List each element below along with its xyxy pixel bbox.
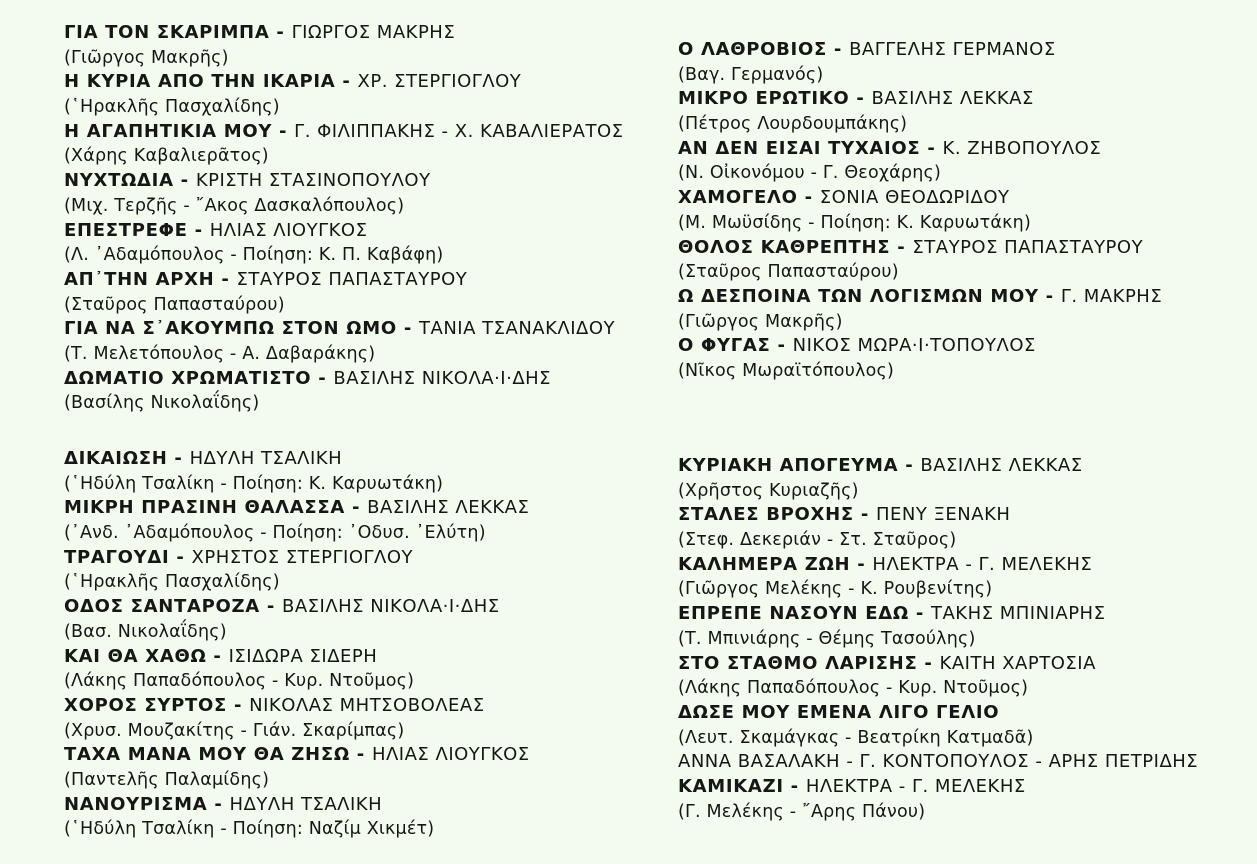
track-credits: (Τ. Μπινιάρης - Θέμης Τασούλης) bbox=[678, 628, 976, 649]
track-credits-line bbox=[678, 479, 1198, 504]
track-credits-line bbox=[678, 359, 1162, 384]
track-credits: (Σταῦρος Παπασταύρου) bbox=[678, 262, 899, 283]
track-title-line bbox=[678, 236, 1162, 261]
track-credits-line bbox=[64, 342, 624, 367]
track-title: ΣΤΑΛΕΣ ΒΡΟΧΗΣ bbox=[678, 504, 854, 526]
track-title: ΚΑΙ ΘΑ ΧΑΘΩ bbox=[64, 645, 207, 667]
track-title: Ω ΔΕΣΠΟΙΝΑ ΤΩΝ ΛΟΓΙΣΜΩΝ ΜΟΥ bbox=[678, 285, 1039, 307]
track-entry bbox=[678, 87, 1162, 136]
track-artist: Γ. ΜΑΚΡΗΣ bbox=[1060, 285, 1163, 307]
track-entry bbox=[64, 268, 624, 317]
title-artist-separator: - bbox=[917, 652, 940, 674]
track-title-line bbox=[64, 120, 624, 145]
track-title: ΚΥΡΙΑΚΗ ΑΠΟΓΕΥΜΑ bbox=[678, 455, 899, 476]
track-credits-line bbox=[64, 521, 530, 546]
track-title-line bbox=[678, 137, 1162, 162]
track-entry bbox=[678, 454, 1198, 503]
title-artist-separator: - bbox=[169, 546, 192, 568]
track-artist: ΒΑΓΓΕΛΗΣ ΓΕΡΜΑΝΟΣ bbox=[849, 39, 1056, 60]
track-credits: (῾Ηρακλῆς Πασχαλίδης) bbox=[64, 572, 280, 593]
title-artist-separator: - bbox=[853, 504, 876, 526]
track-title-line bbox=[64, 694, 530, 719]
track-title-line bbox=[64, 645, 530, 670]
track-title: ΕΠΡΕΠΕ ΝΑΣΟΥΝ ΕΔΩ bbox=[678, 603, 909, 625]
track-entry bbox=[678, 236, 1162, 285]
track-credits-line bbox=[64, 719, 530, 744]
track-title: ΕΠΕΣΤΡΕΦΕ bbox=[64, 219, 188, 241]
track-title-line bbox=[678, 652, 1198, 677]
track-entry bbox=[64, 595, 530, 644]
track-credits-line bbox=[64, 194, 624, 219]
title-artist-separator: - bbox=[173, 170, 196, 192]
track-title-line bbox=[64, 219, 624, 244]
track-extra-line bbox=[678, 750, 1198, 775]
track-credits-line bbox=[678, 310, 1162, 335]
track-artist: ΒΑΣΙΛΗΣ ΝΙΚΟΛΑ·Ι·ΔΗΣ bbox=[281, 596, 500, 618]
title-artist-separator: - bbox=[850, 553, 873, 575]
track-artist: ΗΔΥΛΗ ΤΣΑΛΙΚΗ bbox=[189, 448, 343, 469]
track-credits-line bbox=[678, 63, 1162, 88]
track-credits-line bbox=[64, 46, 624, 71]
track-credits: (Νῖκος Μωραϊτόπουλος) bbox=[678, 360, 894, 381]
track-title-line bbox=[678, 285, 1162, 310]
track-entry bbox=[64, 743, 530, 792]
track-title-line bbox=[64, 743, 530, 768]
track-artist: ΒΑΣΙΛΗΣ ΛΕΚΚΑΣ bbox=[920, 455, 1083, 476]
track-entry bbox=[678, 503, 1198, 552]
track-title-line bbox=[64, 447, 530, 472]
track-title-line bbox=[64, 21, 624, 46]
track-title-line bbox=[64, 546, 530, 571]
track-credits-line bbox=[678, 211, 1162, 236]
title-artist-separator: - bbox=[396, 318, 420, 340]
title-artist-separator: - bbox=[349, 744, 372, 766]
track-credits: (Σταῦρος Παπασταύρου) bbox=[64, 294, 285, 315]
track-credits: (Στεφ. Δεκεριάν - Στ. Σταῦρος) bbox=[678, 530, 957, 551]
track-entry bbox=[64, 169, 624, 218]
track-title: ΜΙΚΡΗ ΠΡΑΣΙΝΗ ΘΑΛΑΣΣΑ bbox=[64, 497, 345, 519]
track-title-line bbox=[64, 595, 530, 620]
track-credits-line bbox=[678, 577, 1198, 602]
track-title: ΚΑΜΙΚΑΖΙ bbox=[678, 775, 784, 797]
track-artist: ΗΔΥΛΗ ΤΣΑΛΙΚΗ bbox=[229, 793, 383, 815]
track-title-line bbox=[678, 553, 1198, 578]
track-entry bbox=[64, 645, 530, 694]
track-title: ΓΙΑ ΤΟΝ ΣΚΑΡΙΜΠΑ bbox=[64, 22, 270, 43]
track-credits-line bbox=[678, 112, 1162, 137]
track-entry bbox=[678, 137, 1162, 186]
track-credits: (῾Ηδύλη Τσαλίκη - Ποίηση: Κ. Καρυωτάκη) bbox=[64, 473, 444, 494]
title-artist-separator: - bbox=[335, 71, 358, 93]
track-artist: ΝΙΚΟΛΑΣ ΜΗΤΣΟΒΟΛΕΑΣ bbox=[249, 694, 485, 716]
track-artist: ΠΕΝΥ ΞΕΝΑΚΗ bbox=[875, 504, 1011, 526]
track-credits: (Παντελῆς Παλαμίδης) bbox=[64, 769, 270, 790]
track-title: Η ΑΓΑΠΗΤΙΚΙΑ ΜΟΥ bbox=[64, 120, 273, 142]
track-artist: Κ. ΖΗΒΟΠΟΥΛΟΣ bbox=[942, 137, 1102, 159]
tracklist-block-top-left bbox=[64, 21, 624, 416]
track-title-line bbox=[678, 38, 1162, 63]
track-credits: (Χάρης Καβαλιερᾶτος) bbox=[64, 146, 269, 167]
track-title: ΧΑΜΟΓΕΛΟ bbox=[678, 187, 798, 209]
track-credits-line bbox=[678, 627, 1198, 652]
track-artist: ΒΑΣΙΛΗΣ ΝΙΚΟΛΑ·Ι·ΔΗΣ bbox=[333, 367, 552, 389]
track-title-line bbox=[64, 268, 624, 293]
track-title: ΚΑΛΗΜΕΡΑ ΖΩΗ bbox=[678, 553, 851, 575]
track-credits-line bbox=[64, 817, 530, 842]
track-title-line bbox=[678, 701, 1198, 726]
track-entry bbox=[64, 70, 624, 119]
track-title-line bbox=[678, 186, 1162, 211]
track-title-line bbox=[678, 454, 1198, 479]
title-artist-separator: - bbox=[797, 187, 820, 209]
title-artist-separator: - bbox=[206, 645, 229, 667]
track-entry bbox=[64, 21, 624, 70]
track-credits-line bbox=[678, 161, 1162, 186]
track-title: ΘΟΛΟΣ ΚΑΘΡΕΠΤΗΣ bbox=[678, 236, 891, 258]
track-title-line bbox=[678, 503, 1198, 528]
track-artist: ΧΡ. ΣΤΕΡΓΙΟΓΛΟΥ bbox=[357, 71, 522, 93]
track-title: Ο ΦΥΓΑΣ bbox=[678, 335, 771, 357]
title-artist-separator: - bbox=[908, 603, 931, 625]
track-title: ΔΙΚΑΙΩΣΗ bbox=[64, 448, 168, 469]
track-title: ΣΤΟ ΣΤΑΘΜΟ ΛΑΡΙΣΗΣ bbox=[678, 652, 918, 674]
track-artist: ΒΑΣΙΛΗΣ ΛΕΚΚΑΣ bbox=[367, 497, 530, 519]
title-artist-separator: - bbox=[227, 694, 250, 716]
track-artist: ΤΑΚΗΣ ΜΠΙΝΙΑΡΗΣ bbox=[930, 603, 1106, 625]
track-credits-line bbox=[64, 768, 530, 793]
track-credits: (Λ. ᾽Αδαμόπουλος - Ποίηση: Κ. Π. Καβάφη) bbox=[64, 245, 444, 266]
track-title: ΜΙΚΡΟ ΕΡΩΤΙΚΟ bbox=[678, 88, 850, 110]
track-entry bbox=[678, 775, 1198, 824]
track-entry bbox=[678, 602, 1198, 651]
track-artist: ΚΑΙΤΗ ΧΑΡΤΟΣΙΑ bbox=[939, 652, 1096, 674]
track-extra-artists: ΑΝΝΑ ΒΑΣΑΛΑΚΗ - Γ. ΚΟΝΤΟΠΟΥΛΟΣ - ΑΡΗΣ ΠΕΤΡΙΔΗΣ bbox=[678, 751, 1199, 773]
track-credits: (Τ. Μελετόπουλος - Α. Δαβαράκης) bbox=[64, 343, 376, 364]
title-artist-separator: - bbox=[259, 596, 282, 618]
track-credits-line bbox=[678, 726, 1198, 751]
track-credits: (Λευτ. Σκαμάγκας - Βεατρίκη Κατμαδᾶ) bbox=[678, 727, 1034, 748]
title-artist-separator: - bbox=[187, 219, 210, 241]
tracklist-block-bottom-left bbox=[64, 447, 530, 842]
track-credits-line bbox=[678, 800, 1198, 825]
track-credits: (Γιῶργος Μακρῆς) bbox=[678, 311, 843, 332]
track-artist: ΚΡΙΣΤΗ ΣΤΑΣΙΝΟΠΟΥΛΟΥ bbox=[195, 170, 431, 192]
track-credits: (Βαγ. Γερμανός) bbox=[678, 64, 824, 85]
track-title-line bbox=[678, 334, 1162, 359]
title-artist-separator: - bbox=[269, 22, 292, 43]
track-credits-line bbox=[64, 620, 530, 645]
track-entry bbox=[678, 553, 1198, 602]
track-title-line bbox=[678, 775, 1198, 800]
track-credits: (Βασίλης Νικολαΐδης) bbox=[64, 393, 260, 414]
track-title: ΝΑΝΟΥΡΙΣΜΑ bbox=[64, 793, 208, 815]
track-entry bbox=[64, 120, 624, 169]
track-artist: ΤΑΝΙΑ ΤΣΑΝΑΚΛΙΔΟΥ bbox=[419, 318, 615, 340]
title-artist-separator: - bbox=[272, 120, 295, 142]
track-credits: (Λάκης Παπαδόπουλος - Κυρ. Ντοῦμος) bbox=[678, 678, 1029, 699]
track-title: ΔΩΜΑΤΙΟ ΧΡΩΜΑΤΙΣΤΟ bbox=[64, 367, 312, 389]
title-artist-separator: - bbox=[344, 497, 368, 519]
track-title-line bbox=[678, 87, 1162, 112]
track-title: ΓΙΑ ΝΑ Σ᾽ΑΚΟΥΜΠΩ ΣΤΟΝ ΩΜΟ bbox=[64, 318, 397, 340]
track-entry bbox=[678, 334, 1162, 383]
track-artist: ΒΑΣΙΛΗΣ ΛΕΚΚΑΣ bbox=[871, 88, 1034, 110]
track-credits-line bbox=[678, 260, 1162, 285]
title-artist-separator: - bbox=[849, 88, 872, 110]
track-artist: ΗΛΙΑΣ ΛΙΟΥΓΚΟΣ bbox=[371, 744, 530, 766]
track-title: Η ΚΥΡΙΑ ΑΠΟ ΤΗΝ ΙΚΑΡΙΑ bbox=[64, 71, 336, 93]
track-title-line bbox=[64, 169, 624, 194]
title-artist-separator: - bbox=[311, 367, 334, 389]
track-title: ΧΟΡΟΣ ΣΥΡΤΟΣ bbox=[64, 694, 228, 716]
tracklist-block-top-right bbox=[678, 38, 1162, 384]
track-entry bbox=[64, 367, 624, 416]
title-artist-separator: - bbox=[826, 39, 850, 60]
track-credits: (Μιχ. Τερζῆς - ῎Ακος Δασκαλόπουλος) bbox=[64, 195, 405, 216]
track-title-line bbox=[64, 496, 530, 521]
track-entry bbox=[64, 694, 530, 743]
track-credits: (Χρῆστος Κυριαζῆς) bbox=[678, 480, 859, 501]
track-artist: ΝΙΚΟΣ ΜΩΡΑ·Ι·ΤΟΠΟΥΛΟΣ bbox=[792, 335, 1036, 357]
track-credits: (Πέτρος Λουρδουμπάκης) bbox=[678, 114, 908, 135]
track-title-line bbox=[64, 793, 530, 818]
track-entry bbox=[678, 652, 1198, 701]
track-title: ΔΩΣΕ ΜΟΥ ΕΜΕΝΑ ΛΙΓΟ ΓΕΛΙΟ bbox=[678, 701, 1000, 723]
track-credits-line bbox=[64, 391, 624, 416]
track-credits: (Ν. Οἰκονόμου - Γ. Θεοχάρης) bbox=[678, 163, 942, 184]
track-title: ΟΔΟΣ ΣΑΝΤΑΡΟΖΑ bbox=[64, 596, 260, 618]
track-credits-line bbox=[64, 570, 530, 595]
track-entry bbox=[678, 38, 1162, 87]
track-title: Ο ΛΑΘΡΟΒΙΟΣ bbox=[678, 39, 827, 60]
title-artist-separator: - bbox=[890, 236, 913, 258]
title-artist-separator: - bbox=[167, 448, 190, 469]
track-artist: ΧΡΗΣΤΟΣ ΣΤΕΡΓΙΟΓΛΟΥ bbox=[191, 546, 414, 568]
title-artist-separator: - bbox=[1038, 285, 1061, 307]
track-artist: ΙΣΙΔΩΡΑ ΣΙΔΕΡΗ bbox=[228, 645, 378, 667]
track-entry bbox=[64, 447, 530, 496]
track-artist: ΣΤΑΥΡΟΣ ΠΑΠΑΣΤΑΥΡΟΥ bbox=[236, 268, 468, 290]
title-artist-separator: - bbox=[920, 137, 943, 159]
track-credits-line bbox=[64, 472, 530, 497]
track-artist: Γ. ΦΙΛΙΠΠΑΚΗΣ - Χ. ΚΑΒΑΛΙΕΡΑΤΟΣ bbox=[294, 120, 624, 142]
track-credits: (Γιῶργος Μελέκης - Κ. Ρουβενίτης) bbox=[678, 579, 993, 600]
track-credits-line bbox=[64, 669, 530, 694]
track-artist: ΓΙΩΡΓΟΣ ΜΑΚΡΗΣ bbox=[291, 22, 456, 43]
track-title-line bbox=[64, 317, 624, 342]
track-entry bbox=[678, 701, 1198, 775]
track-title-line bbox=[64, 70, 624, 95]
track-artist: ΗΛΕΚΤΡΑ - Γ. ΜΕΛΕΚΗΣ bbox=[805, 775, 1026, 797]
track-title-line bbox=[678, 602, 1198, 627]
track-title: ΑΝ ΔΕΝ ΕΙΣΑΙ ΤΥΧΑΙΟΣ bbox=[678, 137, 921, 159]
title-artist-separator: - bbox=[898, 455, 921, 476]
track-artist: ΗΛΕΚΤΡΑ - Γ. ΜΕΛΕΚΗΣ bbox=[872, 553, 1093, 575]
track-credits: (Γ. Μελέκης - ῎Αρης Πάνου) bbox=[678, 801, 926, 822]
track-credits-line bbox=[64, 144, 624, 169]
track-credits-line bbox=[64, 95, 624, 120]
track-title: ΝΥΧΤΩΔΙΑ bbox=[64, 170, 174, 192]
track-credits-line bbox=[678, 528, 1198, 553]
track-entry bbox=[64, 793, 530, 842]
title-artist-separator: - bbox=[770, 335, 793, 357]
track-artist: ΣΤΑΥΡΟΣ ΠΑΠΑΣΤΑΥΡΟΥ bbox=[912, 236, 1144, 258]
track-credits-line bbox=[678, 676, 1198, 701]
title-artist-separator: - bbox=[207, 793, 230, 815]
track-entry bbox=[64, 496, 530, 545]
track-title: ΤΑΧΑ ΜΑΝΑ ΜΟΥ ΘΑ ΖΗΣΩ bbox=[64, 744, 350, 766]
track-credits: (Μ. Μωϋσίδης - Ποίηση: Κ. Καρυωτάκη) bbox=[678, 212, 1031, 233]
track-credits-line bbox=[64, 293, 624, 318]
track-credits: (Βασ. Νικολαΐδης) bbox=[64, 621, 227, 642]
track-credits-line bbox=[64, 243, 624, 268]
track-credits: (Χρυσ. Μουζακίτης - Γιάν. Σκαρίμπας) bbox=[64, 720, 405, 741]
title-artist-separator: - bbox=[214, 268, 237, 290]
track-credits: (Γιῶργος Μακρῆς) bbox=[64, 47, 229, 68]
track-title-line bbox=[64, 367, 624, 392]
track-credits: (῾Ηρακλῆς Πασχαλίδης) bbox=[64, 97, 280, 118]
track-title: ΑΠ᾽ΤΗΝ ΑΡΧΗ bbox=[64, 268, 215, 290]
track-entry bbox=[678, 285, 1162, 334]
track-title: ΤΡΑΓΟΥΔΙ bbox=[64, 546, 170, 568]
track-artist: ΗΛΙΑΣ ΛΙΟΥΓΚΟΣ bbox=[209, 219, 368, 241]
track-credits: (῾Ηδύλη Τσαλίκη - Ποίηση: Ναζίμ Χικμέτ) bbox=[64, 819, 435, 840]
track-credits: (Λάκης Παπαδόπουλος - Κυρ. Ντοῦμος) bbox=[64, 671, 415, 692]
track-entry bbox=[64, 219, 624, 268]
title-artist-separator: - bbox=[783, 775, 806, 797]
track-artist: ΣΟΝΙΑ ΘΕΟΔΩΡΙΔΟΥ bbox=[819, 187, 1010, 209]
track-entry bbox=[678, 186, 1162, 235]
track-entry bbox=[64, 546, 530, 595]
track-credits: (᾽Ανδ. ᾽Αδαμόπουλος - Ποίηση: ᾽Οδυσ. ᾽Ελύτη) bbox=[64, 523, 486, 544]
track-entry bbox=[64, 317, 624, 366]
tracklist-block-bottom-right bbox=[678, 454, 1198, 824]
